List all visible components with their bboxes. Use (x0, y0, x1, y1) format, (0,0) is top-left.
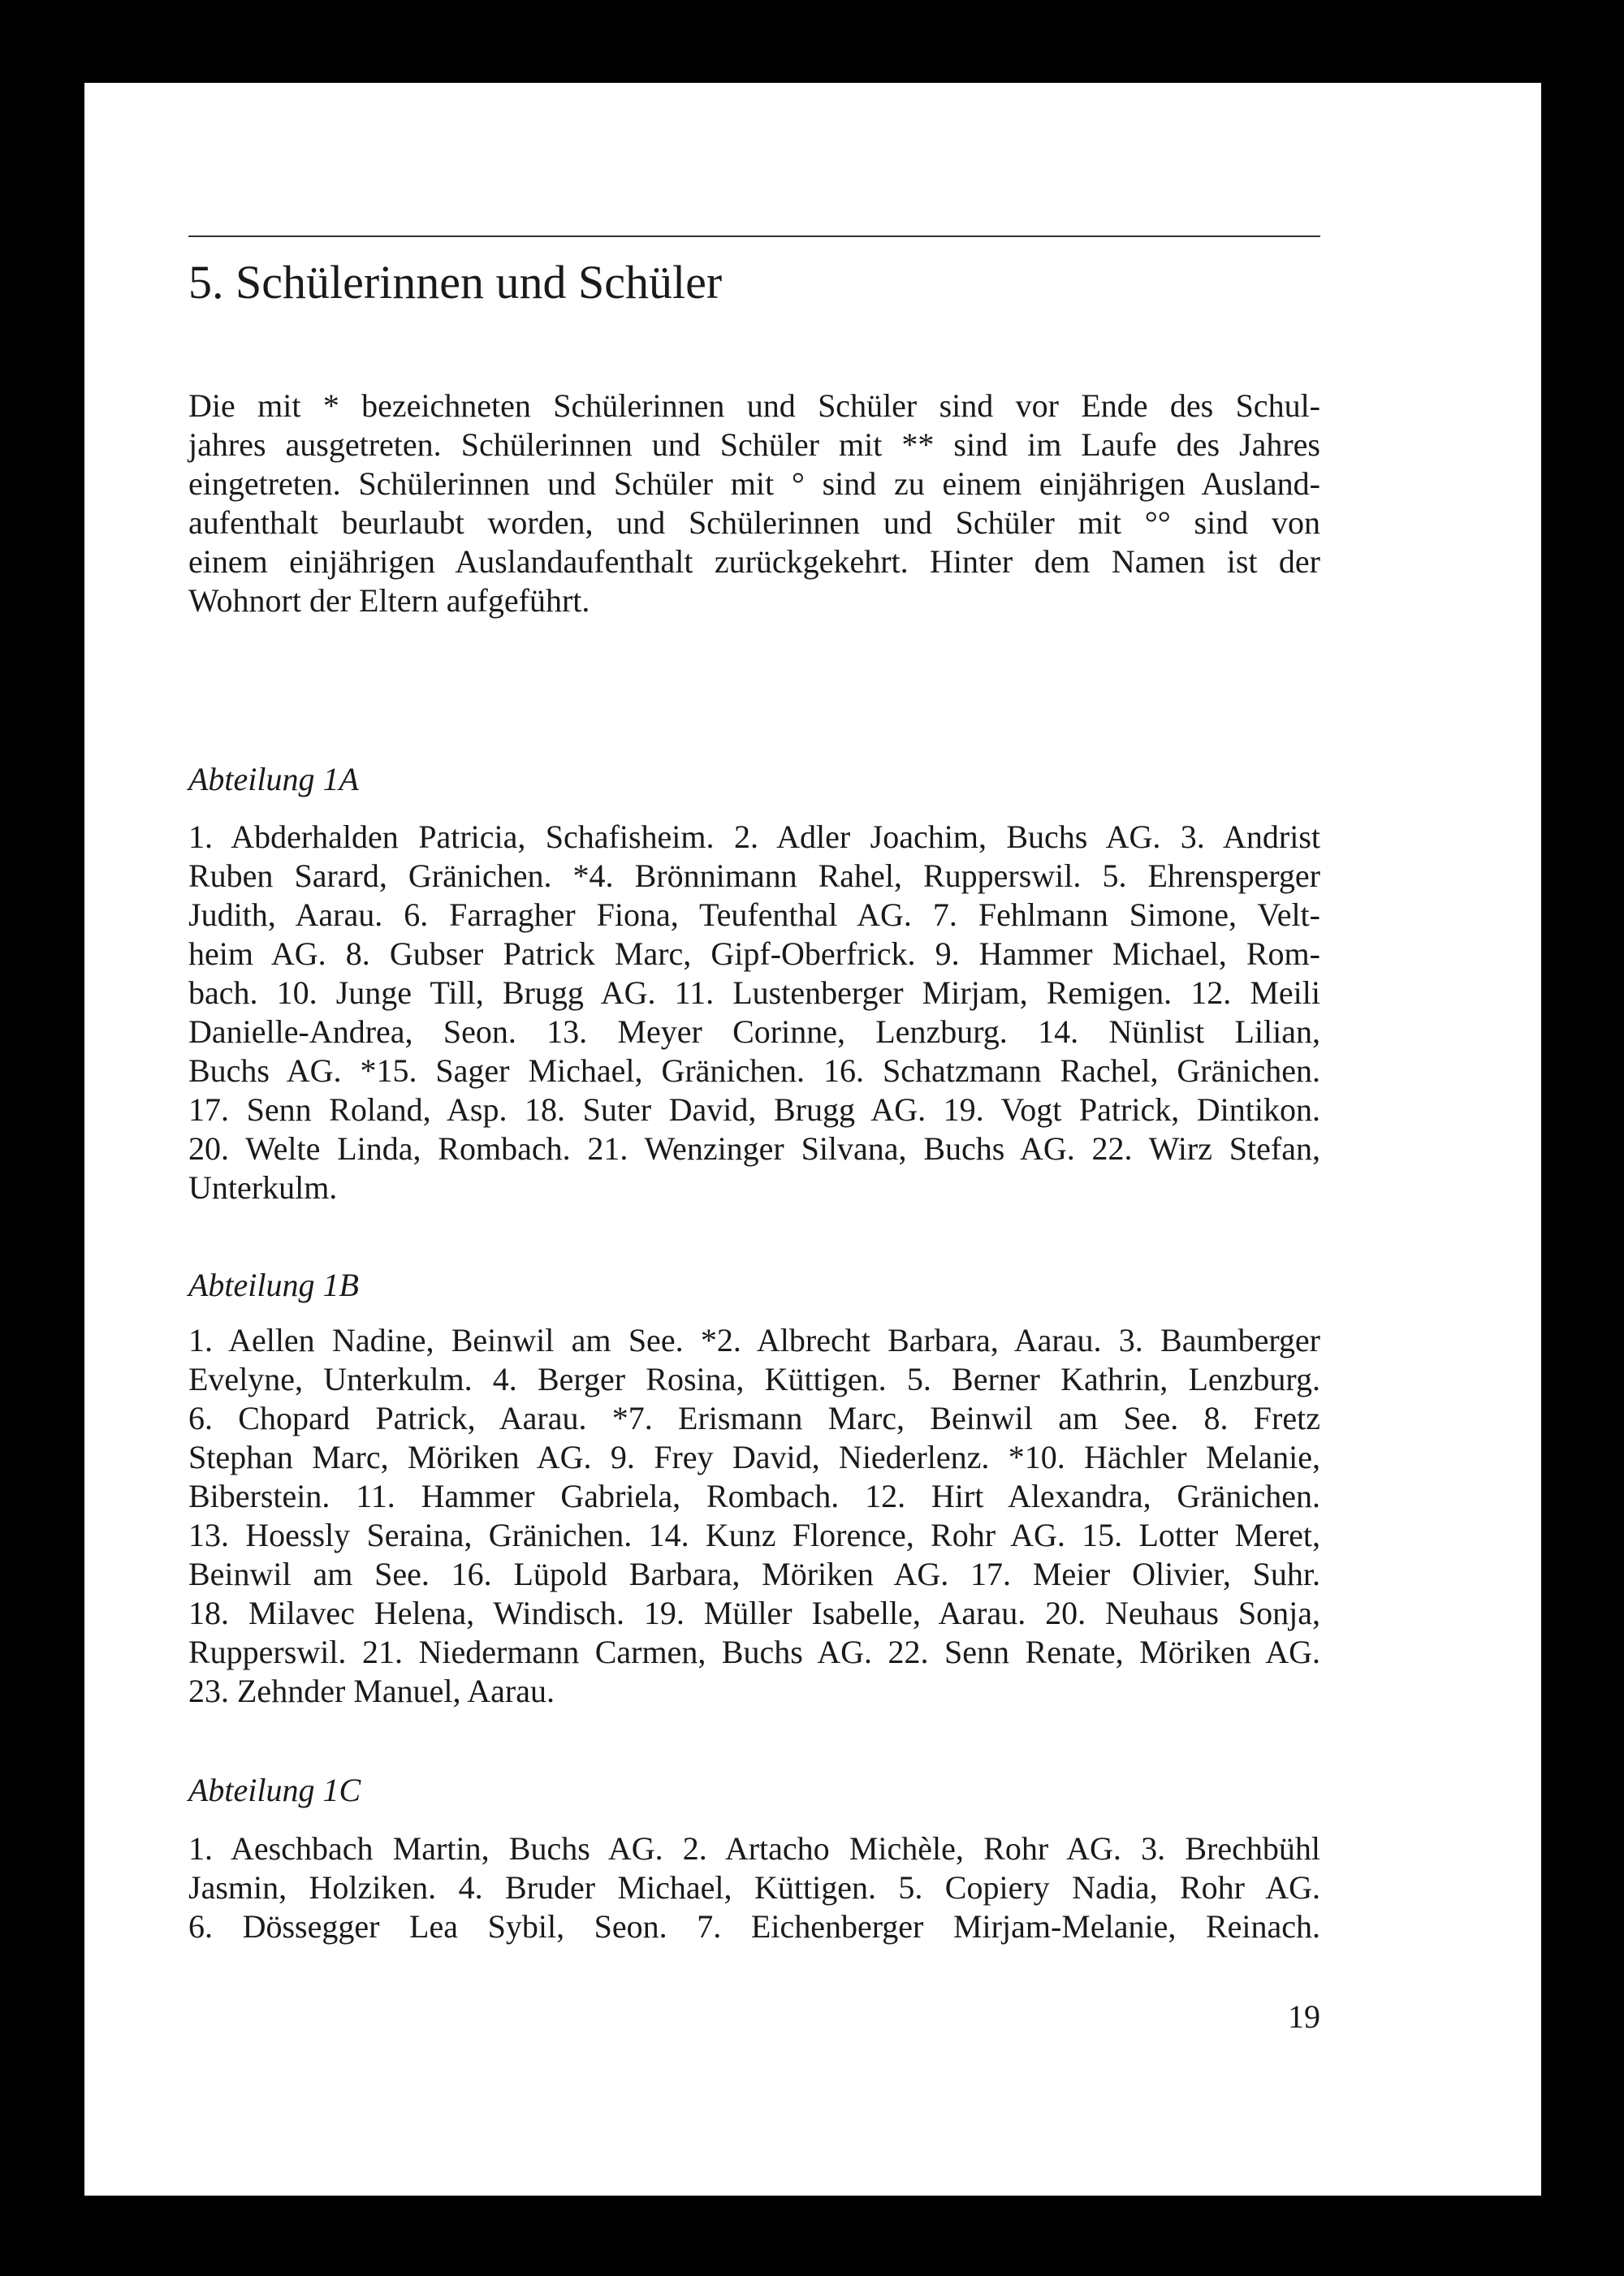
page-title: 5. Schülerinnen und Schüler (188, 256, 723, 309)
section-heading-1a: Abteilung 1A (188, 761, 359, 797)
text-line: Rupperswil. 21. Niedermann Carmen, Buchs AG. 22. Senn Renate, Möriken AG. (188, 1634, 1320, 1670)
text-line: aufenthalt beurlaubt worden, und Schülerinnen und Schüler mit °° sind von (188, 504, 1320, 541)
text-line: Biberstein. 11. Hammer Gabriela, Rombach. 12. Hirt Alexandra, Gränichen. (188, 1478, 1320, 1514)
text-line: Die mit * bezeichneten Schülerinnen und Schüler sind vor Ende des Schul- (188, 387, 1320, 424)
section-list-1c (188, 1829, 1320, 1946)
text-line: heim AG. 8. Gubser Patrick Marc, Gipf-Oberfrick. 9. Hammer Michael, Rom- (188, 935, 1320, 972)
text-line: Danielle-Andrea, Seon. 13. Meyer Corinne, Lenzburg. 14. Nünlist Lilian, (188, 1013, 1320, 1050)
section-list-1a (188, 818, 1320, 1207)
intro-paragraph (188, 387, 1320, 620)
text-line: 1. Abderhalden Patricia, Schafisheim. 2. Adler Joachim, Buchs AG. 3. Andrist (188, 818, 1320, 855)
text-line: 20. Welte Linda, Rombach. 21. Wenzinger Silvana, Buchs AG. 22. Wirz Stefan, (188, 1130, 1320, 1167)
text-line: Wohnort der Eltern aufgeführt. (188, 582, 590, 619)
text-line: Evelyne, Unterkulm. 4. Berger Rosina, Küttigen. 5. Berner Kathrin, Lenzburg. (188, 1361, 1320, 1397)
text-line: Jasmin, Holziken. 4. Bruder Michael, Küttigen. 5. Copiery Nadia, Rohr AG. (188, 1869, 1320, 1906)
title-rule (188, 235, 1320, 237)
text-line: Buchs AG. *15. Sager Michael, Gränichen. 16. Schatzmann Rachel, Gränichen. (188, 1052, 1320, 1089)
text-line: Unterkulm. (188, 1169, 338, 1206)
text-line: 23. Zehnder Manuel, Aarau. (188, 1673, 555, 1709)
text-line: 6. Dössegger Lea Sybil, Seon. 7. Eichenberger Mirjam-Melanie, Reinach. (188, 1908, 1320, 1945)
text-line: jahres ausgetreten. Schülerinnen und Schüler mit ** sind im Laufe des Jahres (188, 426, 1320, 463)
text-line: bach. 10. Junge Till, Brugg AG. 11. Lustenberger Mirjam, Remigen. 12. Meili (188, 974, 1320, 1011)
section-heading-1b: Abteilung 1B (188, 1267, 359, 1303)
text-line: Judith, Aarau. 6. Farragher Fiona, Teufenthal AG. 7. Fehlmann Simone, Velt- (188, 896, 1320, 933)
text-line: eingetreten. Schülerinnen und Schüler mit ° sind zu einem einjährigen Ausland- (188, 465, 1320, 502)
text-line: 1. Aellen Nadine, Beinwil am See. *2. Albrecht Barbara, Aarau. 3. Baumberger (188, 1322, 1320, 1358)
text-line: 1. Aeschbach Martin, Buchs AG. 2. Artacho Michèle, Rohr AG. 3. Brechbühl (188, 1830, 1320, 1867)
text-line: 6. Chopard Patrick, Aarau. *7. Erismann Marc, Beinwil am See. 8. Fretz (188, 1400, 1320, 1436)
text-line: einem einjährigen Auslandaufenthalt zurückgekehrt. Hinter dem Namen ist der (188, 543, 1320, 580)
page-number: 19 (1288, 1998, 1320, 2035)
text-line: Beinwil am See. 16. Lüpold Barbara, Möriken AG. 17. Meier Olivier, Suhr. (188, 1556, 1320, 1592)
text-line: Ruben Sarard, Gränichen. *4. Brönnimann Rahel, Rupperswil. 5. Ehrensperger (188, 857, 1320, 894)
text-line: Stephan Marc, Möriken AG. 9. Frey David, Niederlenz. *10. Hächler Melanie, (188, 1439, 1320, 1475)
text-line: 17. Senn Roland, Asp. 18. Suter David, Brugg AG. 19. Vogt Patrick, Dintikon. (188, 1091, 1320, 1128)
text-line: 13. Hoessly Seraina, Gränichen. 14. Kunz Florence, Rohr AG. 15. Lotter Meret, (188, 1517, 1320, 1553)
section-heading-1c: Abteilung 1C (188, 1772, 361, 1808)
section-list-1b (188, 1321, 1320, 1711)
text-line: 18. Milavec Helena, Windisch. 19. Müller Isabelle, Aarau. 20. Neuhaus Sonja, (188, 1595, 1320, 1631)
